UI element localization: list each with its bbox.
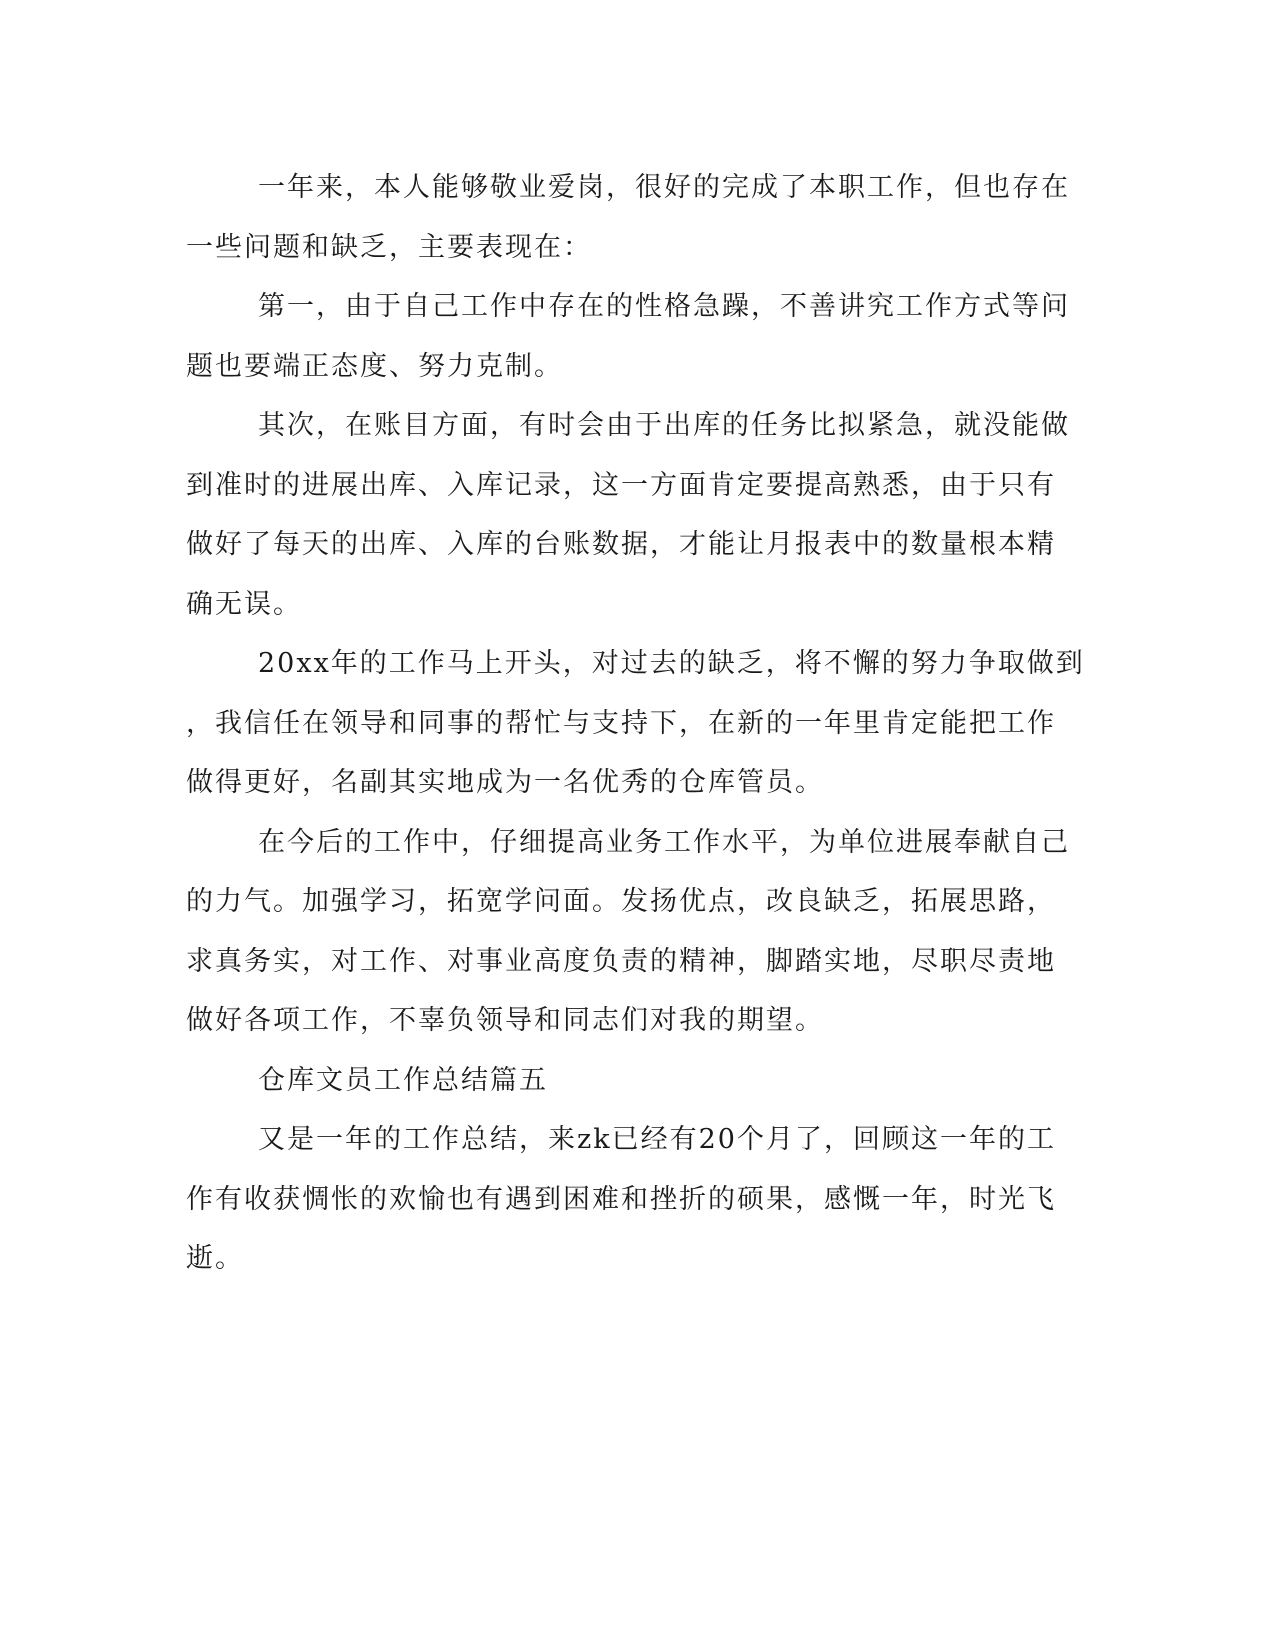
paragraph-6-line-3: 逝。 (186, 1243, 244, 1274)
paragraph-6-line-2: 作有收获惆怅的欢愉也有遇到困难和挫折的硕果，感慨一年，时光飞 (186, 1183, 1056, 1215)
paragraph-3-line-4: 确无误。 (186, 588, 302, 620)
paragraph-1-line-1: 一年来，本人能够敬业爱岗，很好的完成了本职工作，但也存在 (258, 172, 1070, 203)
paragraph-5-line-4: 做好各项工作，不辜负领导和同志们对我的期望。 (186, 1005, 824, 1036)
paragraph-5-line-3: 求真务实，对工作、对事业高度负责的精神，脚踏实地，尽职尽责地 (186, 945, 1056, 977)
paragraph-3-line-2: 到准时的进展出库、入库记录，这一方面肯定要提高熟悉，由于只有 (186, 469, 1056, 501)
paragraph-3-line-3: 做好了每天的出库、入库的台账数据，才能让月报表中的数量根本精 (186, 529, 1056, 560)
section-heading: 仓库文员工作总结篇五 (258, 1064, 548, 1096)
paragraph-3-line-1: 其次，在账目方面，有时会由于出库的任务比拟紧急，就没能做 (258, 410, 1070, 441)
paragraph-1-line-2: 一些问题和缺乏，主要表现在： (186, 231, 592, 263)
paragraph-4-line-2: ，我信任在领导和同事的帮忙与支持下，在新的一年里肯定能把工作 (186, 707, 1056, 739)
document-body (186, 158, 1085, 1289)
paragraph-2-line-2: 题也要端正态度、努力克制。 (186, 350, 563, 382)
paragraph-5-line-2: 的力气。加强学习，拓宽学问面。发扬优点，改良缺乏，拓展思路， (186, 886, 1056, 917)
paragraph-4-line-3: 做得更好，名副其实地成为一名优秀的仓库管员。 (186, 767, 824, 798)
paragraph-5-line-1: 在今后的工作中，仔细提高业务工作水平，为单位进展奉献自己 (258, 826, 1070, 858)
paragraph-6-line-1: 又是一年的工作总结，来zk已经有20个月了，回顾这一年的工 (258, 1124, 1056, 1155)
paragraph-4-line-1: 20xx年的工作马上开头，对过去的缺乏，将不懈的努力争取做到 (258, 648, 1085, 679)
paragraph-2-line-1: 第一，由于自己工作中存在的性格急躁，不善讲究工作方式等问 (258, 291, 1070, 322)
